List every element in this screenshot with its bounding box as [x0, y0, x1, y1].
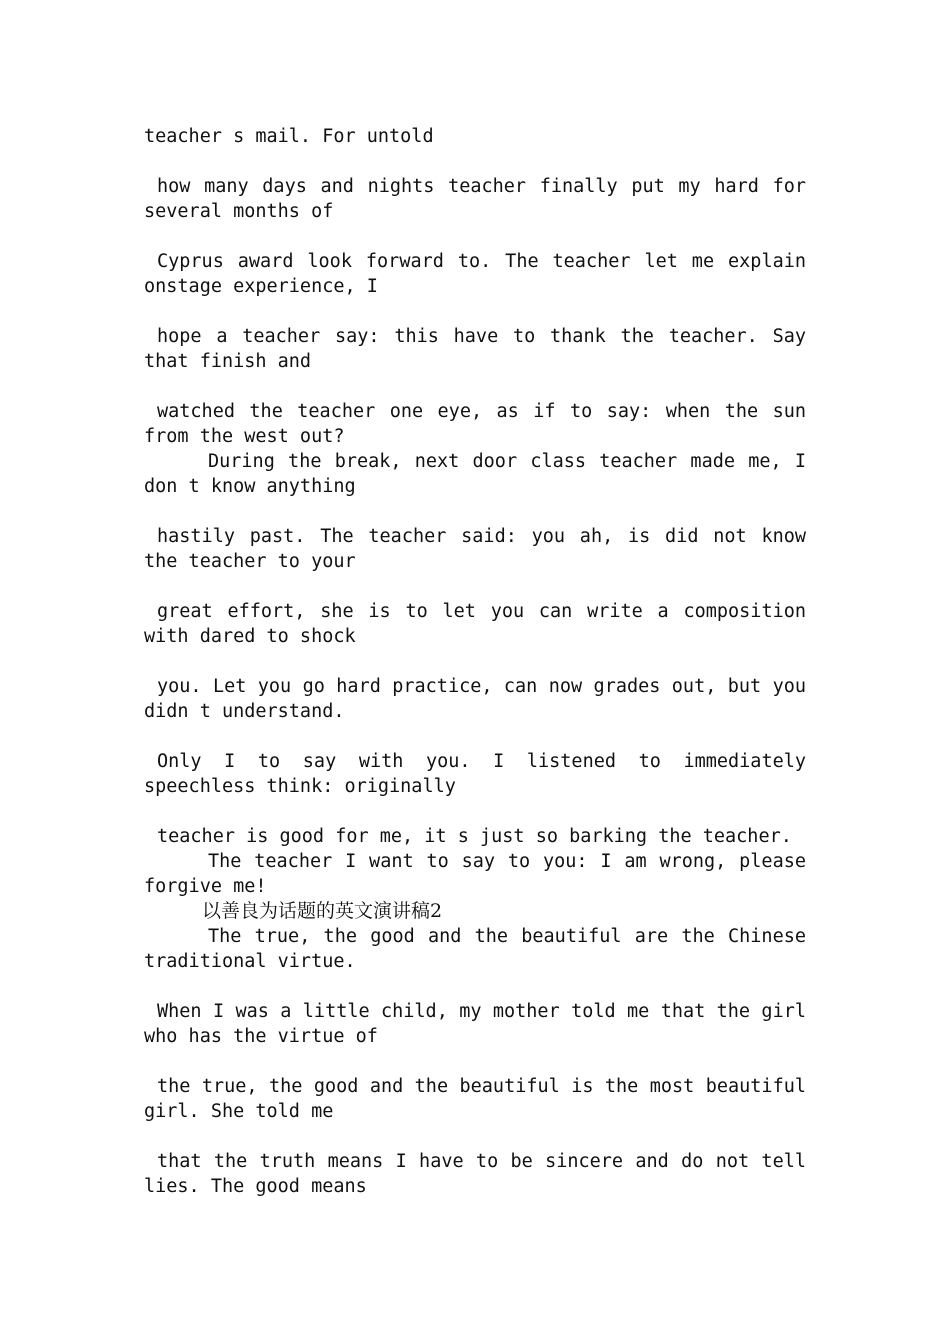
paragraph-gap: [144, 649, 806, 674]
paragraph-gap: [144, 149, 806, 174]
paragraph: how many days and nights teacher finally put my hard for several months of: [144, 176, 806, 222]
section-heading: 以善良为话题的英文演讲稿2: [202, 900, 443, 922]
paragraph-gap: [144, 974, 806, 999]
paragraph: Cyprus award look forward to. The teacher let me explain onstage experience, I: [144, 251, 806, 297]
paragraph: During the break, next door class teacher made me, I don t know anything: [144, 451, 806, 497]
paragraph-gap: [144, 574, 806, 599]
paragraph: hope a teacher say: this have to thank the teacher. Say that finish and: [144, 326, 806, 372]
paragraph-gap: [144, 799, 806, 824]
paragraph: watched the teacher one eye, as if to say: when the sun from the west out?: [144, 401, 806, 447]
paragraph: teacher is good for me, it s just so barking the teacher.: [157, 826, 792, 847]
document-body: [144, 124, 806, 1199]
paragraph-gap: [144, 499, 806, 524]
paragraph-gap: [144, 224, 806, 249]
paragraph: When I was a little child, my mother told me that the girl who has the virtue of: [144, 1001, 806, 1047]
paragraph: hastily past. The teacher said: you ah, is did not know the teacher to your: [144, 526, 806, 572]
paragraph: the true, the good and the beautiful is the most beautiful girl. She told me: [144, 1076, 806, 1122]
paragraph-gap: [144, 724, 806, 749]
paragraph-gap: [144, 374, 806, 399]
paragraph: you. Let you go hard practice, can now grades out, but you didn t understand.: [144, 676, 806, 722]
paragraph-gap: [144, 1124, 806, 1149]
paragraph: The true, the good and the beautiful are the Chinese traditional virtue.: [144, 926, 806, 972]
paragraph: teacher s mail. For untold: [144, 126, 434, 147]
paragraph-gap: [144, 299, 806, 324]
paragraph-gap: [144, 1049, 806, 1074]
paragraph: Only I to say with you. I listened to immediately speechless think: originally: [144, 751, 806, 797]
paragraph: The teacher I want to say to you: I am wrong, please forgive me!: [144, 851, 806, 897]
paragraph: that the truth means I have to be sincere and do not tell lies. The good means: [144, 1151, 806, 1197]
paragraph: great effort, she is to let you can write a composition with dared to shock: [144, 601, 806, 647]
